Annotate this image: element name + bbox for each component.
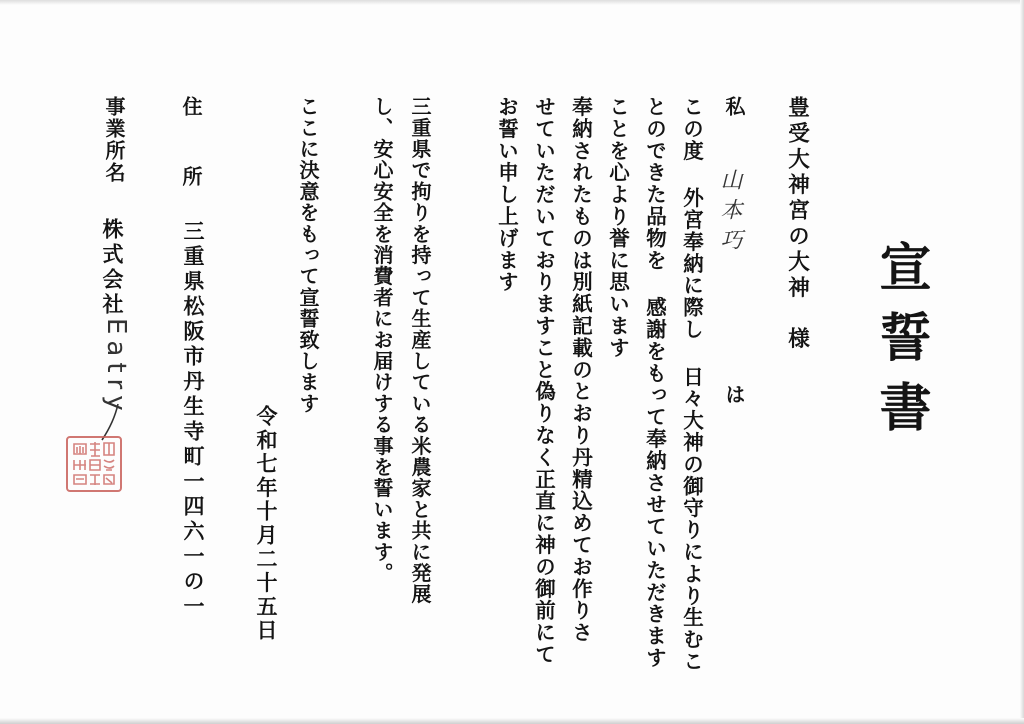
first-person-pronoun: 私 (722, 96, 746, 116)
business-name-label: 事業所名 (102, 96, 126, 184)
date: 令和七年十月二十五日 (254, 405, 279, 643)
topic-particle: は (722, 384, 746, 404)
scan-edge-top (0, 0, 1024, 5)
body-line-4: 奉納されたものは別紙記載のとおり丹精込めてお作りさ (568, 96, 593, 644)
handwritten-signature: Eatry (101, 318, 131, 417)
body-line-6: お誓い申し上げます (494, 96, 519, 294)
body-line-2: とのできた品物を 感謝をもって奉納させていただきます (642, 96, 667, 669)
address-label-2: 所 (179, 166, 203, 186)
company-seal-stamp (66, 436, 122, 492)
pledge-line-1: 三重県で拘りを持って生産している米農家と共に発展 (408, 96, 432, 605)
scan-edge-right (1020, 0, 1024, 724)
address-label-1: 住 (179, 96, 203, 116)
pledge-line-3: ここに決意をもって宣誓致します (296, 96, 320, 414)
body-line-1: この度 外宮奉納に際し 日々大神の御守りにより生むこ (679, 96, 704, 673)
scan-edge-bottom (0, 718, 1024, 724)
addressee: 豊受大神宮の大神 様 (784, 96, 810, 353)
pledge-line-2: し、安心安全を消費者にお届けする事を誓います。 (370, 96, 394, 584)
document-title: 宣誓書 (870, 240, 931, 450)
seal-glyph-icon (68, 438, 120, 490)
body-line-5: せていただいておりますこと偽りなく正直に神の御前にて (531, 96, 556, 666)
company-type: 株式会社 (100, 218, 125, 318)
handwritten-name: 山本巧 (717, 168, 742, 258)
address: 三重県松阪市丹生寺町一四六一の一 (181, 220, 206, 620)
body-line-3: ことを心より誉に思います (605, 96, 630, 359)
